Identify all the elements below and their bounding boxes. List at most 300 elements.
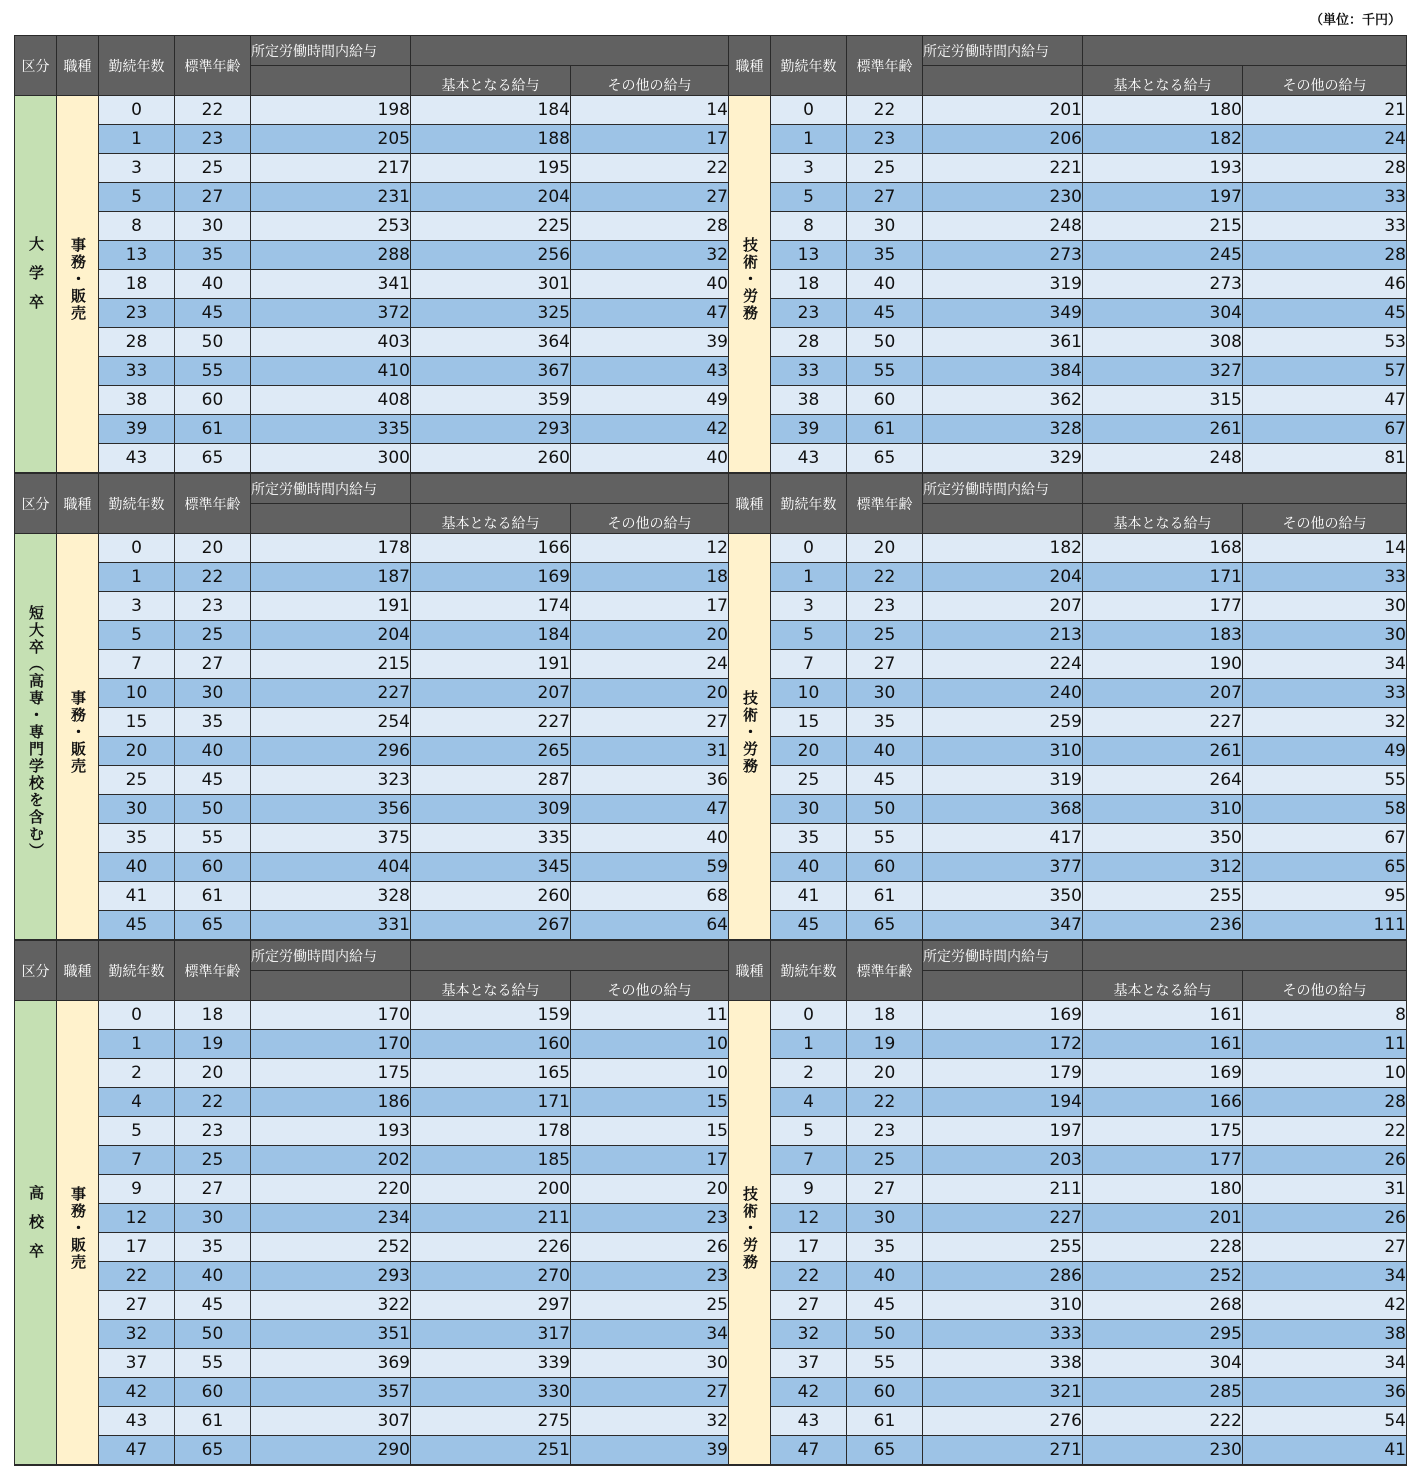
base-wage-cell: 161 xyxy=(1083,1030,1243,1059)
base-wage-cell: 251 xyxy=(411,1436,571,1466)
header-shokushu: 職種 xyxy=(729,473,771,534)
years-cell: 0 xyxy=(771,534,847,563)
scheduled-wage-cell: 290 xyxy=(251,1436,411,1466)
section-block xyxy=(15,940,1407,1465)
years-cell: 25 xyxy=(99,766,175,795)
scheduled-wage-cell: 253 xyxy=(251,212,411,241)
other-wage-cell: 55 xyxy=(1243,766,1407,795)
table-row xyxy=(15,592,1407,621)
age-cell: 35 xyxy=(175,241,251,270)
header-kihon: 基本となる給与 xyxy=(411,971,571,1001)
base-wage-cell: 171 xyxy=(1083,563,1243,592)
scheduled-wage-cell: 201 xyxy=(923,96,1083,125)
job-type-label: 技術・労務 xyxy=(741,1185,759,1271)
table-row xyxy=(15,1001,1407,1030)
age-cell: 55 xyxy=(847,824,923,853)
base-wage-cell: 169 xyxy=(1083,1059,1243,1088)
scheduled-wage-cell: 368 xyxy=(923,795,1083,824)
base-wage-cell: 171 xyxy=(411,1088,571,1117)
other-wage-cell: 67 xyxy=(1243,415,1407,444)
age-cell: 40 xyxy=(847,737,923,766)
scheduled-wage-cell: 300 xyxy=(251,444,411,474)
base-wage-cell: 260 xyxy=(411,444,571,474)
header-kinzoku: 勤続年数 xyxy=(771,940,847,1001)
years-cell: 3 xyxy=(99,154,175,183)
other-wage-cell: 24 xyxy=(1243,125,1407,154)
age-cell: 30 xyxy=(847,212,923,241)
age-cell: 23 xyxy=(847,1117,923,1146)
unit-label: （単位：千円） xyxy=(1309,13,1401,28)
header-shotei: 所定労働時間内給与 xyxy=(923,36,1083,66)
base-wage-cell: 261 xyxy=(1083,415,1243,444)
base-wage-cell: 285 xyxy=(1083,1378,1243,1407)
base-wage-cell: 207 xyxy=(411,679,571,708)
other-wage-cell: 15 xyxy=(571,1088,729,1117)
other-wage-cell: 11 xyxy=(1243,1030,1407,1059)
other-wage-cell: 34 xyxy=(1243,1262,1407,1291)
category-cell xyxy=(15,1001,57,1466)
years-cell: 40 xyxy=(99,853,175,882)
age-cell: 55 xyxy=(847,1349,923,1378)
scheduled-wage-cell: 335 xyxy=(251,415,411,444)
years-cell: 5 xyxy=(99,183,175,212)
other-wage-cell: 40 xyxy=(571,824,729,853)
scheduled-wage-cell: 252 xyxy=(251,1233,411,1262)
age-cell: 23 xyxy=(175,125,251,154)
age-cell: 65 xyxy=(847,911,923,941)
base-wage-cell: 256 xyxy=(411,241,571,270)
age-cell: 61 xyxy=(175,1407,251,1436)
header-kinzoku: 勤続年数 xyxy=(771,36,847,96)
table-row xyxy=(15,853,1407,882)
other-wage-cell: 40 xyxy=(571,444,729,474)
table-row xyxy=(15,1378,1407,1407)
years-cell: 1 xyxy=(99,1030,175,1059)
header-empty xyxy=(1083,36,1407,66)
years-cell: 18 xyxy=(99,270,175,299)
age-cell: 61 xyxy=(175,415,251,444)
scheduled-wage-cell: 286 xyxy=(923,1262,1083,1291)
years-cell: 17 xyxy=(99,1233,175,1262)
other-wage-cell: 17 xyxy=(571,125,729,154)
age-cell: 50 xyxy=(847,1320,923,1349)
other-wage-cell: 17 xyxy=(571,592,729,621)
table-row xyxy=(15,1117,1407,1146)
years-cell: 0 xyxy=(771,1001,847,1030)
other-wage-cell: 25 xyxy=(571,1291,729,1320)
base-wage-cell: 264 xyxy=(1083,766,1243,795)
table-row xyxy=(15,824,1407,853)
scheduled-wage-cell: 178 xyxy=(251,534,411,563)
base-wage-cell: 225 xyxy=(411,212,571,241)
years-cell: 7 xyxy=(771,650,847,679)
base-wage-cell: 177 xyxy=(1083,592,1243,621)
years-cell: 0 xyxy=(99,96,175,125)
age-cell: 45 xyxy=(175,1291,251,1320)
other-wage-cell: 46 xyxy=(1243,270,1407,299)
other-wage-cell: 47 xyxy=(571,795,729,824)
base-wage-cell: 273 xyxy=(1083,270,1243,299)
base-wage-cell: 268 xyxy=(1083,1291,1243,1320)
header-shotei: 所定労働時間内給与 xyxy=(251,473,411,504)
age-cell: 45 xyxy=(847,299,923,328)
age-cell: 22 xyxy=(847,563,923,592)
age-cell: 50 xyxy=(175,328,251,357)
base-wage-cell: 267 xyxy=(411,911,571,941)
age-cell: 23 xyxy=(175,592,251,621)
scheduled-wage-cell: 240 xyxy=(923,679,1083,708)
scheduled-wage-cell: 255 xyxy=(923,1233,1083,1262)
years-cell: 4 xyxy=(99,1088,175,1117)
years-cell: 4 xyxy=(771,1088,847,1117)
age-cell: 50 xyxy=(175,1320,251,1349)
years-cell: 9 xyxy=(771,1175,847,1204)
header-hyojun: 標準年齢 xyxy=(175,36,251,96)
base-wage-cell: 191 xyxy=(411,650,571,679)
scheduled-wage-cell: 372 xyxy=(251,299,411,328)
base-wage-cell: 180 xyxy=(1083,96,1243,125)
years-cell: 12 xyxy=(99,1204,175,1233)
scheduled-wage-cell: 408 xyxy=(251,386,411,415)
other-wage-cell: 33 xyxy=(1243,563,1407,592)
other-wage-cell: 27 xyxy=(571,708,729,737)
base-wage-cell: 166 xyxy=(1083,1088,1243,1117)
years-cell: 12 xyxy=(771,1204,847,1233)
other-wage-cell: 20 xyxy=(571,621,729,650)
category-cell xyxy=(15,96,57,474)
job-type-cell xyxy=(729,534,771,941)
scheduled-wage-cell: 410 xyxy=(251,357,411,386)
other-wage-cell: 14 xyxy=(571,96,729,125)
other-wage-cell: 26 xyxy=(1243,1146,1407,1175)
base-wage-cell: 335 xyxy=(411,824,571,853)
table-row xyxy=(15,1436,1407,1466)
table-row xyxy=(15,1030,1407,1059)
age-cell: 25 xyxy=(847,154,923,183)
other-wage-cell: 47 xyxy=(571,299,729,328)
base-wage-cell: 195 xyxy=(411,154,571,183)
other-wage-cell: 49 xyxy=(1243,737,1407,766)
table-row xyxy=(15,679,1407,708)
years-cell: 32 xyxy=(99,1320,175,1349)
scheduled-wage-cell: 319 xyxy=(923,270,1083,299)
base-wage-cell: 312 xyxy=(1083,853,1243,882)
job-type-label: 技術・労務 xyxy=(741,237,759,322)
job-type-cell xyxy=(57,534,99,941)
age-cell: 40 xyxy=(847,270,923,299)
other-wage-cell: 58 xyxy=(1243,795,1407,824)
age-cell: 55 xyxy=(175,824,251,853)
scheduled-wage-cell: 220 xyxy=(251,1175,411,1204)
age-cell: 45 xyxy=(175,766,251,795)
other-wage-cell: 34 xyxy=(571,1320,729,1349)
scheduled-wage-cell: 338 xyxy=(923,1349,1083,1378)
years-cell: 20 xyxy=(771,737,847,766)
scheduled-wage-cell: 361 xyxy=(923,328,1083,357)
years-cell: 27 xyxy=(99,1291,175,1320)
other-wage-cell: 23 xyxy=(571,1262,729,1291)
header-empty xyxy=(411,473,729,504)
years-cell: 7 xyxy=(99,650,175,679)
years-cell: 37 xyxy=(771,1349,847,1378)
header-kihon: 基本となる給与 xyxy=(1083,66,1243,96)
years-cell: 41 xyxy=(771,882,847,911)
scheduled-wage-cell: 369 xyxy=(251,1349,411,1378)
base-wage-cell: 161 xyxy=(1083,1001,1243,1030)
years-cell: 8 xyxy=(771,212,847,241)
other-wage-cell: 34 xyxy=(1243,650,1407,679)
scheduled-wage-cell: 254 xyxy=(251,708,411,737)
base-wage-cell: 297 xyxy=(411,1291,571,1320)
other-wage-cell: 21 xyxy=(1243,96,1407,125)
table-row xyxy=(15,1233,1407,1262)
scheduled-wage-cell: 362 xyxy=(923,386,1083,415)
table-row xyxy=(15,1291,1407,1320)
age-cell: 50 xyxy=(175,795,251,824)
other-wage-cell: 33 xyxy=(1243,679,1407,708)
base-wage-cell: 180 xyxy=(1083,1175,1243,1204)
scheduled-wage-cell: 205 xyxy=(251,125,411,154)
age-cell: 60 xyxy=(175,1378,251,1407)
base-wage-cell: 270 xyxy=(411,1262,571,1291)
table-row xyxy=(15,795,1407,824)
scheduled-wage-cell: 323 xyxy=(251,766,411,795)
header-empty xyxy=(411,940,729,971)
scheduled-wage-cell: 356 xyxy=(251,795,411,824)
scheduled-wage-cell: 191 xyxy=(251,592,411,621)
other-wage-cell: 32 xyxy=(1243,708,1407,737)
base-wage-cell: 166 xyxy=(411,534,571,563)
other-wage-cell: 81 xyxy=(1243,444,1407,474)
base-wage-cell: 228 xyxy=(1083,1233,1243,1262)
base-wage-cell: 227 xyxy=(1083,708,1243,737)
scheduled-wage-cell: 221 xyxy=(923,154,1083,183)
base-wage-cell: 204 xyxy=(411,183,571,212)
other-wage-cell: 8 xyxy=(1243,1001,1407,1030)
other-wage-cell: 67 xyxy=(1243,824,1407,853)
other-wage-cell: 22 xyxy=(1243,1117,1407,1146)
years-cell: 3 xyxy=(771,154,847,183)
other-wage-cell: 28 xyxy=(571,212,729,241)
scheduled-wage-cell: 321 xyxy=(923,1378,1083,1407)
scheduled-wage-cell: 341 xyxy=(251,270,411,299)
age-cell: 40 xyxy=(175,737,251,766)
age-cell: 40 xyxy=(175,1262,251,1291)
base-wage-cell: 245 xyxy=(1083,241,1243,270)
base-wage-cell: 345 xyxy=(411,853,571,882)
base-wage-cell: 364 xyxy=(411,328,571,357)
age-cell: 50 xyxy=(847,328,923,357)
header-blank xyxy=(923,971,1083,1001)
base-wage-cell: 183 xyxy=(1083,621,1243,650)
base-wage-cell: 197 xyxy=(1083,183,1243,212)
years-cell: 33 xyxy=(771,357,847,386)
other-wage-cell: 27 xyxy=(571,183,729,212)
scheduled-wage-cell: 198 xyxy=(251,96,411,125)
section-block xyxy=(15,36,1407,474)
age-cell: 20 xyxy=(175,1059,251,1088)
scheduled-wage-cell: 234 xyxy=(251,1204,411,1233)
other-wage-cell: 39 xyxy=(571,1436,729,1466)
other-wage-cell: 31 xyxy=(571,737,729,766)
scheduled-wage-cell: 224 xyxy=(923,650,1083,679)
age-cell: 18 xyxy=(175,1001,251,1030)
base-wage-cell: 184 xyxy=(411,621,571,650)
scheduled-wage-cell: 186 xyxy=(251,1088,411,1117)
years-cell: 17 xyxy=(771,1233,847,1262)
header-sonota: その他の給与 xyxy=(571,66,729,96)
header-blank xyxy=(251,66,411,96)
other-wage-cell: 47 xyxy=(1243,386,1407,415)
scheduled-wage-cell: 248 xyxy=(923,212,1083,241)
scheduled-wage-cell: 231 xyxy=(251,183,411,212)
other-wage-cell: 11 xyxy=(571,1001,729,1030)
scheduled-wage-cell: 347 xyxy=(923,911,1083,941)
age-cell: 61 xyxy=(847,882,923,911)
category-label: 大学卒 xyxy=(27,236,45,323)
scheduled-wage-cell: 329 xyxy=(923,444,1083,474)
scheduled-wage-cell: 194 xyxy=(923,1088,1083,1117)
base-wage-cell: 367 xyxy=(411,357,571,386)
years-cell: 2 xyxy=(99,1059,175,1088)
scheduled-wage-cell: 170 xyxy=(251,1001,411,1030)
years-cell: 35 xyxy=(99,824,175,853)
table-row xyxy=(15,270,1407,299)
other-wage-cell: 30 xyxy=(1243,621,1407,650)
years-cell: 10 xyxy=(99,679,175,708)
years-cell: 23 xyxy=(99,299,175,328)
scheduled-wage-cell: 307 xyxy=(251,1407,411,1436)
table-row xyxy=(15,386,1407,415)
header-kubun: 区分 xyxy=(15,36,57,96)
scheduled-wage-cell: 349 xyxy=(923,299,1083,328)
years-cell: 32 xyxy=(771,1320,847,1349)
header-kinzoku: 勤続年数 xyxy=(99,473,175,534)
scheduled-wage-cell: 203 xyxy=(923,1146,1083,1175)
age-cell: 27 xyxy=(847,1175,923,1204)
years-cell: 45 xyxy=(771,911,847,941)
table-row xyxy=(15,766,1407,795)
scheduled-wage-cell: 215 xyxy=(251,650,411,679)
years-cell: 39 xyxy=(99,415,175,444)
header-empty xyxy=(1083,473,1407,504)
age-cell: 22 xyxy=(175,96,251,125)
base-wage-cell: 304 xyxy=(1083,299,1243,328)
age-cell: 61 xyxy=(847,415,923,444)
table-row xyxy=(15,183,1407,212)
scheduled-wage-cell: 271 xyxy=(923,1436,1083,1466)
base-wage-cell: 315 xyxy=(1083,386,1243,415)
years-cell: 5 xyxy=(771,1117,847,1146)
age-cell: 35 xyxy=(175,708,251,737)
age-cell: 22 xyxy=(847,96,923,125)
other-wage-cell: 28 xyxy=(1243,1088,1407,1117)
table-row xyxy=(15,1320,1407,1349)
other-wage-cell: 10 xyxy=(571,1059,729,1088)
years-cell: 1 xyxy=(771,563,847,592)
header-kinzoku: 勤続年数 xyxy=(99,940,175,1001)
base-wage-cell: 327 xyxy=(1083,357,1243,386)
base-wage-cell: 190 xyxy=(1083,650,1243,679)
table-row xyxy=(15,563,1407,592)
base-wage-cell: 248 xyxy=(1083,444,1243,474)
table-row xyxy=(15,299,1407,328)
age-cell: 45 xyxy=(847,766,923,795)
scheduled-wage-cell: 230 xyxy=(923,183,1083,212)
header-empty xyxy=(1083,940,1407,971)
other-wage-cell: 30 xyxy=(1243,592,1407,621)
other-wage-cell: 40 xyxy=(571,270,729,299)
other-wage-cell: 68 xyxy=(571,882,729,911)
header-sonota: その他の給与 xyxy=(1243,66,1407,96)
header-shokushu: 職種 xyxy=(57,940,99,1001)
job-type-label: 事務・販売 xyxy=(69,1185,87,1271)
age-cell: 25 xyxy=(847,1146,923,1175)
age-cell: 23 xyxy=(175,1117,251,1146)
scheduled-wage-cell: 404 xyxy=(251,853,411,882)
table-row xyxy=(15,1407,1407,1436)
scheduled-wage-cell: 204 xyxy=(251,621,411,650)
scheduled-wage-cell: 175 xyxy=(251,1059,411,1088)
years-cell: 25 xyxy=(771,766,847,795)
years-cell: 9 xyxy=(99,1175,175,1204)
scheduled-wage-cell: 331 xyxy=(251,911,411,941)
age-cell: 18 xyxy=(847,1001,923,1030)
header-kinzoku: 勤続年数 xyxy=(99,36,175,96)
job-type-cell xyxy=(57,96,99,474)
age-cell: 22 xyxy=(847,1088,923,1117)
table-row xyxy=(15,1204,1407,1233)
base-wage-cell: 215 xyxy=(1083,212,1243,241)
table-row xyxy=(15,911,1407,941)
scheduled-wage-cell: 172 xyxy=(923,1030,1083,1059)
years-cell: 1 xyxy=(771,125,847,154)
header-shokushu: 職種 xyxy=(729,36,771,96)
years-cell: 35 xyxy=(771,824,847,853)
other-wage-cell: 12 xyxy=(571,534,729,563)
header-sonota: その他の給与 xyxy=(571,971,729,1001)
years-cell: 1 xyxy=(99,125,175,154)
header-kihon: 基本となる給与 xyxy=(1083,504,1243,534)
years-cell: 0 xyxy=(99,1001,175,1030)
age-cell: 27 xyxy=(175,1175,251,1204)
scheduled-wage-cell: 206 xyxy=(923,125,1083,154)
job-type-label: 事務・販売 xyxy=(69,689,87,775)
age-cell: 27 xyxy=(175,183,251,212)
base-wage-cell: 177 xyxy=(1083,1146,1243,1175)
table-row xyxy=(15,621,1407,650)
header-blank xyxy=(923,66,1083,96)
base-wage-cell: 359 xyxy=(411,386,571,415)
base-wage-cell: 227 xyxy=(411,708,571,737)
base-wage-cell: 184 xyxy=(411,96,571,125)
wage-table xyxy=(14,35,1407,1466)
base-wage-cell: 165 xyxy=(411,1059,571,1088)
base-wage-cell: 309 xyxy=(411,795,571,824)
table-row xyxy=(15,1059,1407,1088)
table-row xyxy=(15,328,1407,357)
table-row xyxy=(15,1175,1407,1204)
other-wage-cell: 43 xyxy=(571,357,729,386)
years-cell: 1 xyxy=(771,1030,847,1059)
age-cell: 22 xyxy=(175,1088,251,1117)
scheduled-wage-cell: 417 xyxy=(923,824,1083,853)
other-wage-cell: 27 xyxy=(571,1378,729,1407)
header-kubun: 区分 xyxy=(15,940,57,1001)
age-cell: 40 xyxy=(175,270,251,299)
age-cell: 30 xyxy=(175,212,251,241)
base-wage-cell: 317 xyxy=(411,1320,571,1349)
